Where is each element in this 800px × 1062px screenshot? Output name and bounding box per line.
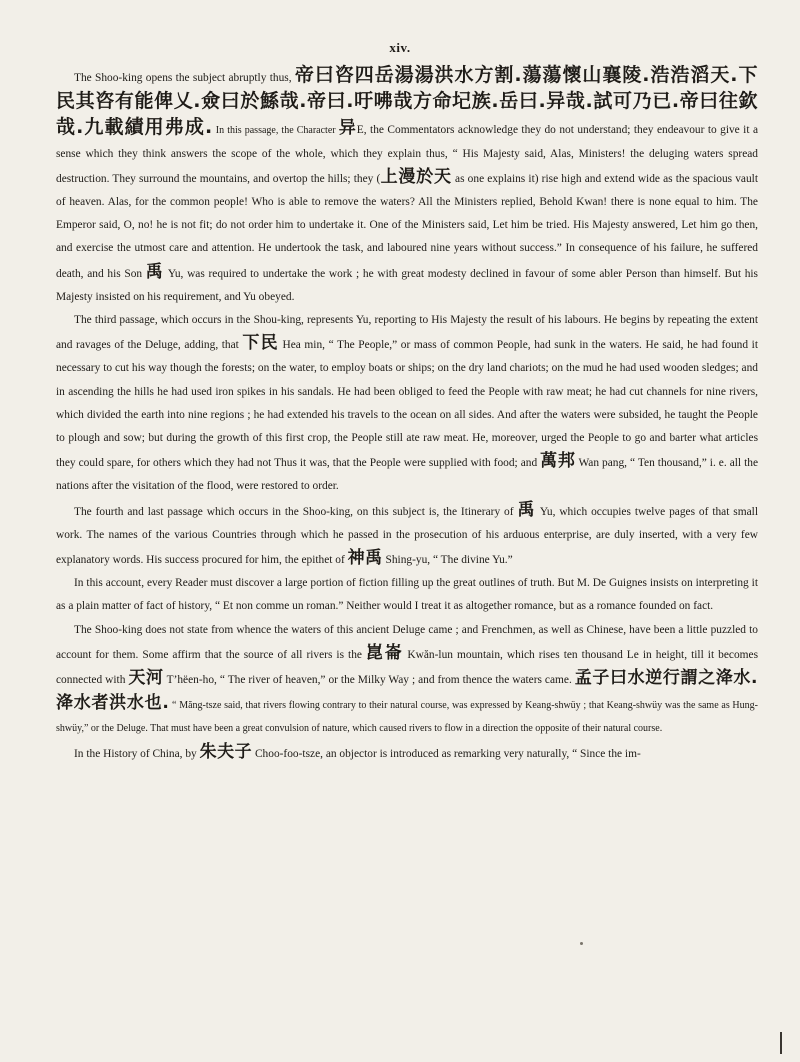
p6-text-2: Choo-foo-tsze, an objector is introduced as remarking very naturally, “ Since the im- — [252, 747, 641, 760]
paragraph-history-of-china — [56, 741, 758, 766]
p6-char-choo-foo-tsze: 朱夫子 — [199, 741, 253, 762]
p5-text-2: Kwăn-lun mountain, which rises ten thousand Le in height, till it becomes connected with — [56, 648, 759, 687]
p1-chinese-quote: 帝曰咨四岳湯湯洪水方割.蕩蕩懷山襄陵.浩浩滔天.下民其咨有能俾乂.僉曰於鯀哉.帝曰.吁咈哉方命圮族.岳曰.异哉.試可乃已.帝曰往欽哉.九載績用弗成. — [56, 64, 758, 139]
paper-spot — [580, 942, 583, 945]
p1-char-e: 异 — [338, 118, 357, 139]
p5-text-1: The Shoo-king does not state from whence the waters of this ancient Deluge came ; and Frenchmen, as well as Chinese, have been a little puzzled to account for them. Some affirm that the source of all rivers is the — [56, 623, 758, 661]
p1-text-4: Yu, was required to undertake the work ; he with great modesty declined in favour of some abler Person than himself. But his Majesty insisted on his requirement, and Yu obeyed. — [56, 267, 758, 303]
p3-text-3: Shing-yu, “ The divine Yu.” — [382, 554, 513, 567]
page-number: xiv. — [389, 40, 411, 55]
paragraph-third-passage — [56, 309, 758, 499]
p1-lead: The Shoo-king opens the subject abruptly thus, — [74, 72, 295, 84]
p2-char-hea-min: 下民 — [242, 333, 279, 354]
p5-text-3: T’hëen-ho, “ The river of heaven,” or the Milky Way ; and from thence the waters came. — [163, 674, 575, 687]
paragraph-shoo-king-opening — [56, 64, 758, 309]
body-text — [56, 64, 758, 766]
p1-text-2: E, the Commentators acknowledge they do not understand; they endeavour to give it a sense which they think answers the scope of the whole, which they explain thus, “ His Majesty said, Alas, Ministers! the deluging waters spread destruction. They surround the mountains, and overtop the hills; they ( — [56, 124, 758, 185]
p3-text-2: Yu, which occupies twelve pages of that small work. The names of the various Countries through which he passed in the prosecution of his arduous enterprise, are duly inserted, with a very few explanatory words. His success procured for him, the epithet of — [56, 505, 758, 567]
p4-text: In this account, every Reader must discover a large portion of fiction filling up the great outlines of truth. But M. De Guignes insists on interpreting it as a plain matter of fact of history, “ Et non comme un roman.” Neither would I treat it as altogether romance, but as a romance founded on fact. — [56, 577, 758, 613]
p3-char-shing-yu: 神禹 — [347, 548, 383, 569]
p2-text-3: Wan pang, “ Ten thousand,” i. e. all the nations after the visitation of the flood, were restored to order. — [56, 457, 758, 493]
p5-char-kwan-lun: 崑崙 — [366, 642, 404, 663]
p1-char-yu: 禹 — [145, 261, 165, 282]
p1-text-1: In this passage, the Character — [212, 125, 339, 137]
p6-text-1: In the History of China, by — [74, 747, 200, 760]
p1-parenthetical-chinese: 上漫於天 — [380, 166, 452, 187]
p5-char-theen-ho: 天河 — [128, 668, 164, 689]
p5-chinese-quote: 孟子曰水逆行謂之洚水.洚水者洪水也. — [56, 668, 758, 714]
p2-text-1: The third passage, which occurs in the Shou-king, represents Yu, reporting to His Majesty the result of his labours. He begins by repeating the extent and ravages of the Deluge, adding, that — [56, 314, 758, 352]
paragraph-fiction-and-truth — [56, 572, 758, 618]
paragraph-source-of-waters — [56, 619, 758, 741]
p1-text-3: as one explains it) rise high and extend wide as the spacious vault of heaven. Alas, for the common people! Who is able to remove the waters? All the Ministers replied, Behold Kwan! there is none equal to him. The Emperor said, O, no! he is not fit; do not order him to undertake it. One of the Ministers said, Let him be tried. His Majesty answered, Let him go then, and exercise the utmost care and attention. He undertook the task, and laboured nine years without success.” In consequence of his failure, he suffered death, and his Son — [56, 172, 759, 280]
paragraph-fourth-passage — [56, 499, 758, 573]
p3-text-1: The fourth and last passage which occurs in the Shoo-king, on this subject is, the Itinerary of — [74, 505, 518, 518]
p3-char-yu: 禹 — [517, 499, 537, 520]
page-edge-mark — [780, 1032, 782, 1054]
p5-text-4: “ Măng-tsze said, that rivers flowing contrary to their natural course, was expressed by Keang-shwüy ; that Keang-shwüy was the same as Hung-shwüy,” or the Deluge. That must have been a great convulsion of nature, which caused rivers to flow in a direction the opposite of their natural course. — [56, 700, 758, 735]
p2-text-2: Hea min, “ The People,” or mass of common People, had sunk in the waters. He said, he had found it necessary to cut his way though the forests; on the water, to employ boats or ships; on the dry land chariots; on the mud he had used wooden sledges; and in ascending the hills he had used iron spikes in his sandals. He had been obliged to feed the People with raw meat; he had cut channels for nine rivers, which divided the earth into nine regions ; he had extended his travels to the ocean on all sides. And after the waters were subsided, he taught the People to plough and sow; but during the growth of this first crop, the People still ate raw meat. He, moreover, urged the People to go and barter what articles they could spare, for others which they had not Thus it was, that the People were supplied with food; and — [56, 339, 758, 470]
p2-char-wan-pang: 萬邦 — [540, 451, 576, 472]
